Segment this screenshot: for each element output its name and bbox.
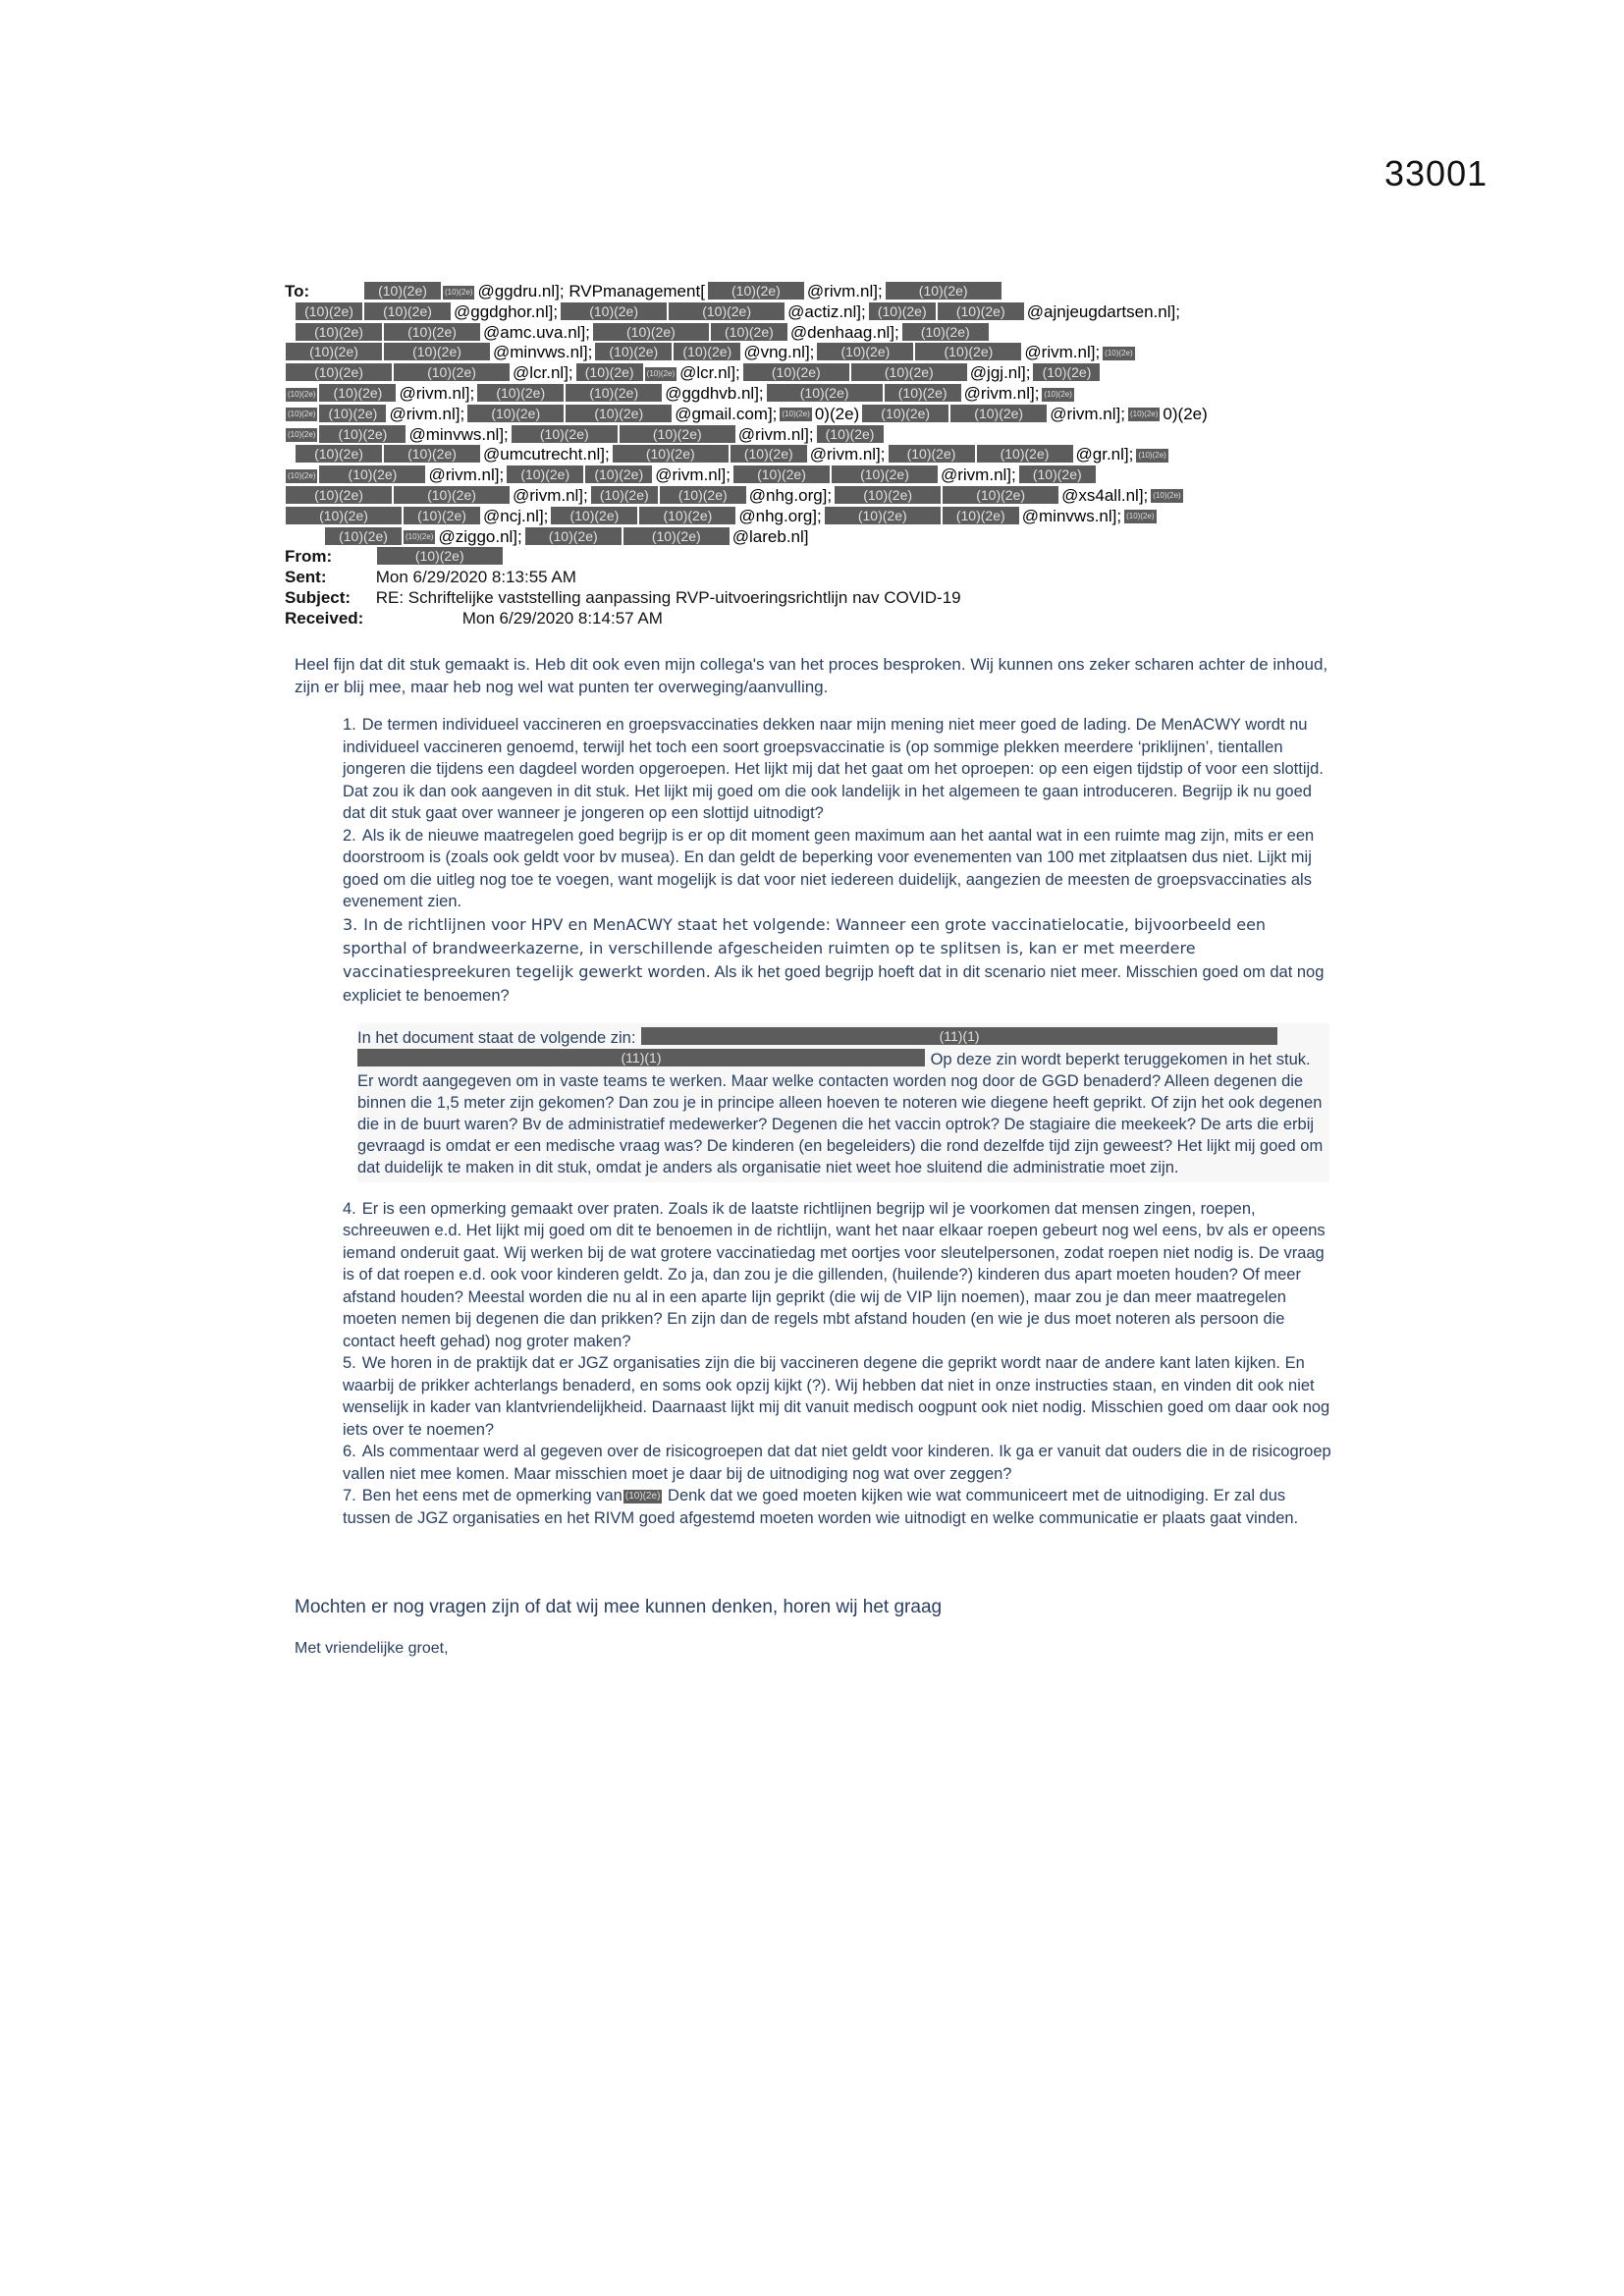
recipient-line <box>285 363 1345 384</box>
sent-row <box>285 568 1345 588</box>
subject-value: RE: Schriftelijke vaststelling aanpassing RVP-uitvoeringsrichtlijn nav COVID-19 <box>375 587 961 607</box>
quoted-sentence-block <box>357 1023 1329 1182</box>
email-address: @gr.nl]; <box>1075 445 1134 465</box>
redaction-block: (10)(2e) <box>733 465 830 483</box>
email-address: @minvws.nl]; <box>1021 506 1122 525</box>
redaction-block: (10)(2e) <box>561 302 667 320</box>
redaction-block: (10)(2e) <box>286 486 392 504</box>
recipient-line <box>285 405 1345 425</box>
redaction-block: (10)(2e) <box>780 408 811 421</box>
redaction-block: (10)(2e) <box>915 343 1021 360</box>
redaction-block: (10)(2e) <box>767 384 883 402</box>
email-address: @minvws.nl]; <box>408 424 509 444</box>
redaction-block: (10)(2e) <box>885 384 961 402</box>
item-number: 1. <box>343 716 356 734</box>
redaction-block: (10)(2e) <box>1103 347 1134 360</box>
email-address: @actiz.nl]; <box>787 301 866 321</box>
item-text-continued: Denk dat we goed moeten kijken wie wat communiceert met de uitnodiging. Er zal dus tussen de JGZ organisaties en het RIVM goed afgestemd moeten worden wie uitnodigt en welke communicatie er plaats gaat vinden. <box>343 1487 1299 1527</box>
redaction-block: (10)(2e) <box>507 465 583 483</box>
email-address: @rivm.nl]; <box>655 465 731 485</box>
from-row <box>285 547 1345 568</box>
redaction-block: (10)(2e) <box>743 363 849 381</box>
email-address: @xs4all.nl]; <box>1061 485 1149 505</box>
redaction-block: (10)(2e) <box>817 343 913 360</box>
email-address: @ajnjeugdartsen.nl]; <box>1026 301 1180 321</box>
subject-label: Subject: <box>285 587 352 607</box>
redaction-block: (10)(2e) <box>394 486 510 504</box>
closing-question: Mochten er nog vragen zijn of dat wij mee kunnen denken, horen wij het graag <box>295 1597 943 1617</box>
redaction-block: (10)(2e) <box>467 405 564 422</box>
redaction-block: (10)(2e) <box>566 384 662 402</box>
email-address: @rivm.nl]; <box>399 383 475 403</box>
redaction-block: (10)(2e) <box>862 405 948 422</box>
email-address: @umcutrecht.nl]; <box>483 445 610 465</box>
recipient-line <box>285 445 1345 465</box>
redaction-block: (10)(2e) <box>585 465 652 483</box>
email-address: @rivm.nl]; <box>389 404 465 423</box>
redaction-block: (10)(2e) <box>977 445 1073 463</box>
redaction-block: (10)(2e) <box>384 323 480 341</box>
redaction-block: (10)(2e) <box>404 507 480 524</box>
recipients-block <box>285 282 1345 547</box>
item-number: 3. <box>343 914 358 934</box>
recipient-list <box>285 282 1345 547</box>
redaction-block: (10)(2e) <box>613 445 729 463</box>
item-number: 2. <box>343 826 356 845</box>
redaction-block: (10)(2e) <box>566 405 672 422</box>
email-address: @rivm.nl]; <box>1024 343 1101 362</box>
received-row <box>285 609 1345 629</box>
redaction-block: (10)(2e) <box>943 507 1019 524</box>
redaction-block: (10)(2e) <box>364 282 441 300</box>
recipient-line <box>285 465 1345 486</box>
recipient-line <box>285 425 1345 446</box>
email-address: @ncj.nl]; <box>483 506 549 525</box>
recipient-line <box>285 323 1345 344</box>
redaction-block: (10)(2e) <box>286 428 317 442</box>
item-text: Als ik de nieuwe maatregelen goed begrijp is er op dit moment geen maximum aan het aantal wat in een ruimte mag zijn, mits er een doorstroom is (zoals ook geldt voor bv musea). En dan geldt de beperking voor evenementen van 100 met zitplaatsen dus niet. Lijkt mij goed om die uitleg nog toe te voegen, want mogelijk is dat voor niet iedereen duidelijk, aangezien de meesten de groepsvaccinaties als evenement zien. <box>343 826 1315 910</box>
redaction-block: (10)(2e) <box>1136 449 1167 463</box>
redaction-block: (10)(2e) <box>902 323 989 341</box>
item-text: We horen in de praktijk dat er JGZ organisaties zijn die bij vaccineren degene die geprikt wordt naar de andere kant laten kijken. En waarbij de prikker achterlangs benaderd, en soms ook opzij kijkt (?). Wij hebben dat niet in onze instructies staan, en vinden dit ook niet wenselijk in kader van klantvriendelijkheid. Daarnaast lijkt mij dit vanuit medisch oogpunt ook niet nodig. Misschien goed om daar ook nog iets over te noemen? <box>343 1354 1330 1439</box>
redaction-block: (10)(2e) <box>296 323 382 341</box>
sign-off: Met vriendelijke groet, <box>295 1640 449 1657</box>
item-text: Ben het eens met de opmerking van <box>361 1487 623 1504</box>
email-address: @gmail.com]; <box>675 404 778 423</box>
quote-lead: In het document staat de volgende zin: <box>357 1028 636 1047</box>
from-redaction: (10)(2e) <box>377 547 503 565</box>
redaction-block: (10)(2e) <box>319 405 386 422</box>
redaction-block: (10)(2e) <box>889 445 975 463</box>
email-address: @ggdru.nl]; RVPmanagement[ <box>477 282 705 301</box>
redaction-block: (10)(2e) <box>711 323 787 341</box>
redaction-block: (10)(2e) <box>525 527 622 545</box>
email-address: @lcr.nl]; <box>679 363 740 383</box>
email-address: 0)(2e) <box>814 404 860 423</box>
redaction-block: (10)(2e) <box>595 343 672 360</box>
list-item <box>343 714 1334 825</box>
redaction-block: (10)(2e) <box>639 507 735 524</box>
email-address: @nhg.org]; <box>738 506 822 525</box>
redaction-block: (10)(2e) <box>384 445 480 463</box>
email-address: @rivm.nl]; <box>513 485 588 505</box>
redaction-block: (10)(2e) <box>943 486 1058 504</box>
list-item <box>343 1198 1334 1353</box>
email-address: @ggdhvb.nl]; <box>665 383 764 403</box>
redaction-block: (10)(2e) <box>286 363 392 381</box>
redaction-block: (10)(2e) <box>817 425 884 443</box>
list-item <box>343 913 1334 1008</box>
redaction-block: (10)(2e) <box>364 302 451 320</box>
redaction-block: (10)(2e) <box>645 367 677 381</box>
sent-label: Sent: <box>285 568 327 587</box>
redaction-block: (10)(2e) <box>708 282 804 300</box>
email-address: @rivm.nl]; <box>940 465 1016 485</box>
redaction-block: (10)(2e) <box>886 282 1001 300</box>
redaction-block: (10)(2e) <box>731 445 807 463</box>
redaction-block: (10)(2e) <box>623 527 730 545</box>
recipient-line <box>285 527 1345 548</box>
redaction-block: (10)(2e) <box>286 388 317 402</box>
redaction-block: (10)(2e) <box>443 286 474 300</box>
redaction-block: (10)(2e) <box>591 486 658 504</box>
intro-paragraph: Heel fijn dat dit stuk gemaakt is. Heb dit ook even mijn collega's van het proces besproken. Wij kunnen ons zeker scharen achter de inhoud, zijn er blij mee, maar heb nog wel wat punten ter overweging/aanvulling. <box>295 655 1328 696</box>
recipient-line <box>285 486 1345 507</box>
redaction-block: (10)(2e) <box>384 343 490 360</box>
redaction-block: (10)(2e) <box>832 465 938 483</box>
redaction-block: (10)(2e) <box>394 363 510 381</box>
recipient-line <box>285 507 1345 527</box>
from-label: From: <box>285 547 333 567</box>
email-address: @rivm.nl]; <box>1050 404 1125 423</box>
redaction-block: (10)(2e) <box>669 302 785 320</box>
redaction-block: (10)(2e) <box>319 384 396 402</box>
redaction-block: (10)(2e) <box>319 425 406 443</box>
recipient-line <box>285 302 1345 323</box>
email-address: @ziggo.nl]; <box>438 526 522 546</box>
redaction-block: (10)(2e) <box>624 1490 661 1502</box>
redaction-block: (10)(2e) <box>551 507 637 524</box>
redaction-block: (10)(2e) <box>620 425 735 443</box>
email-address: @rivm.nl]; <box>737 424 814 444</box>
email-address: @nhg.org]; <box>748 485 833 505</box>
redaction-block: (10)(2e) <box>674 343 740 360</box>
redaction-block: (10)(2e) <box>1151 489 1182 503</box>
email-address: @jgj.nl]; <box>969 363 1031 383</box>
redaction-block: (10)(2e) <box>1019 465 1096 483</box>
recipient-line <box>285 282 1345 302</box>
redaction-block: (10)(2e) <box>576 363 643 381</box>
page-number: 33001 <box>1384 153 1489 193</box>
recipient-line <box>285 384 1345 405</box>
email-address: @rivm.nl]; <box>809 445 886 465</box>
redaction-block: (10)(2e) <box>950 405 1047 422</box>
points-list <box>343 714 1334 1529</box>
item-text-continued: Als ik het goed begrijp hoeft dat in dit scenario niet meer. Misschien goed om dat nog expliciet te benoemen? <box>343 962 1325 1005</box>
list-item <box>343 1485 1334 1529</box>
redaction-block: (10)(2e) <box>286 507 402 524</box>
redaction-block: (10)(2e) <box>938 302 1024 320</box>
email-address: 0)(2e) <box>1163 404 1208 423</box>
email-address: @rivm.nl]; <box>806 282 883 301</box>
email-body <box>295 653 1355 1529</box>
quote-after: Op deze zin wordt beperkt teruggekomen in het stuk. Er wordt aangegeven om in vaste teams te werken. Maar welke contacten worden nog door de GGD benaderd? Alleen degenen die binnen die 1,5 meter zijn gekomen? Dan zou je in principe alleen hoeven te noteren wie diegene heeft geprikt. Of zijn het ook degenen die in de buurt waren? Bv de administratief medewerker? Degenen die het vaccin optrok? De stagiaire die meekeek? De arts die erbij gevraagd is omdat er een medische vraag was? De kinderen (en begeleiders) die rond dezelfde tijd zijn geweest? Het lijkt mij goed om dat duidelijk te maken in dit stuk, omdat je anders als organisatie niet weet hoe sluitend die administratie moet zijn. <box>357 1050 1324 1176</box>
redaction-block: (11)(1) <box>357 1049 925 1066</box>
redaction-block: (10)(2e) <box>660 486 746 504</box>
item-number: 7. <box>343 1487 356 1504</box>
email-address: @vng.nl]; <box>743 343 815 362</box>
redaction-block: (10)(2e) <box>1033 363 1100 381</box>
item-number: 6. <box>343 1443 356 1460</box>
redaction-block: (10)(2e) <box>593 323 709 341</box>
redaction-block: (10)(2e) <box>286 408 317 421</box>
received-label: Received: <box>285 608 364 628</box>
redaction-block: (10)(2e) <box>325 527 402 545</box>
redaction-block: (10)(2e) <box>477 384 564 402</box>
to-label: To: <box>285 282 310 301</box>
email-address: @amc.uva.nl]; <box>483 322 590 342</box>
list-item <box>343 1352 1334 1441</box>
list-item <box>343 1441 1334 1485</box>
item-text: Er is een opmerking gemaakt over praten. Zoals ik de laatste richtlijnen begrijp wil je voorkomen dat mensen zingen, roepen, schreeuwen e.d. Het lijkt mij goed om dit te benoemen in de richtlijn, want het naar elkaar roepen gebeurt nog wel eens, bv als er opeens iemand onderuit gaat. Wij werken bij de wat grotere vaccinatiedag met oortjes voor sleutelpersonen, zodat roepen niet nodig is. De vraag is of dat roepen e.d. ook voor kinderen geldt. Zo ja, dan zou je die gillenden, (huilende?) kinderen dus apart moeten houden? Of meer afstand houden? Meestal worden die nu al in een aparte lijn geprikt (die wij de VIP lijn noemen), maar zou je dan meer maatregelen moeten nemen bij degenen die dan prikken? En zijn dan de regels mbt afstand houden (en wie je dus moet noteren als persoon die contact heeft gehad) nog groter maken? <box>343 1199 1326 1350</box>
email-address: @rivm.nl]; <box>428 465 505 485</box>
email-header <box>285 282 1345 629</box>
item-number: 5. <box>343 1354 356 1372</box>
item-text: Als commentaar werd al gegeven over de risicogroepen dat dat niet geldt voor kinderen. Ik ga er vanuit dat ouders die in de risicogroep vallen niet mee komen. Maar misschien moet je daar bij de uitnodiging nog wat over zeggen? <box>343 1443 1331 1483</box>
email-address: @minvws.nl]; <box>493 343 593 362</box>
item-text: In de richtlijnen voor HPV en MenACWY staat het volgende: Wanneer een grote vaccinatielocatie, bijvoorbeeld een sporthal of brandweerkazerne, in verschillende afgescheiden ruimten op te splitsen is, kan er met meerdere vaccinatiespreekuren tegelijk gewerkt worden. <box>343 914 1267 981</box>
item-text: De termen individueel vaccineren en groepsvaccinaties dekken naar mijn mening niet meer goed de lading. De MenACWY wordt nu individueel vaccineren genoemd, terwijl het toch een soort groepsvaccinatie is (op sommige plekken meerdere ‘priklijnen’, tientallen jongeren die tijdens een dagdeel worden opgeroepen. Het lijkt mij dat het gaat om het oproepen: op een eigen tijdstip of voor een slottijd. Dat zou ik dan ook aangeven in dit stuk. Het lijkt mij goed om die ook landelijk in het algemeen te gaan introduceren. Begrijp ik nu goed dat dit stuk gaat over wanneer je jongeren op een slottijd uitnodigt? <box>343 716 1324 822</box>
redaction-block: (10)(2e) <box>512 425 618 443</box>
redaction-block: (10)(2e) <box>825 507 941 524</box>
redaction-block: (11)(1) <box>641 1027 1277 1045</box>
redaction-block: (10)(2e) <box>869 302 936 320</box>
email-address: @lcr.nl]; <box>513 363 573 383</box>
email-address: @rivm.nl]; <box>963 383 1040 403</box>
email-address: @ggdghor.nl]; <box>454 301 559 321</box>
redaction-block: (10)(2e) <box>1128 408 1160 421</box>
redaction-block: (10)(2e) <box>296 445 382 463</box>
redaction-block: (10)(2e) <box>286 343 382 360</box>
recipient-line <box>285 343 1345 363</box>
email-address: @lareb.nl] <box>731 526 809 546</box>
redaction-block: (10)(2e) <box>296 302 362 320</box>
item-number: 4. <box>343 1199 356 1218</box>
redaction-block: (10)(2e) <box>1124 510 1156 523</box>
redaction-block: (10)(2e) <box>319 465 425 483</box>
redaction-block: (10)(2e) <box>1042 388 1073 402</box>
redaction-block: (10)(2e) <box>404 530 435 544</box>
redaction-block: (10)(2e) <box>835 486 941 504</box>
received-value: Mon 6/29/2020 8:14:57 AM <box>461 608 663 628</box>
redaction-block: (10)(2e) <box>286 469 317 483</box>
email-address: @denhaag.nl]; <box>789 322 899 342</box>
sent-value: Mon 6/29/2020 8:13:55 AM <box>375 568 576 587</box>
list-item <box>343 825 1334 913</box>
redaction-block: (10)(2e) <box>851 363 967 381</box>
subject-row <box>285 588 1345 609</box>
